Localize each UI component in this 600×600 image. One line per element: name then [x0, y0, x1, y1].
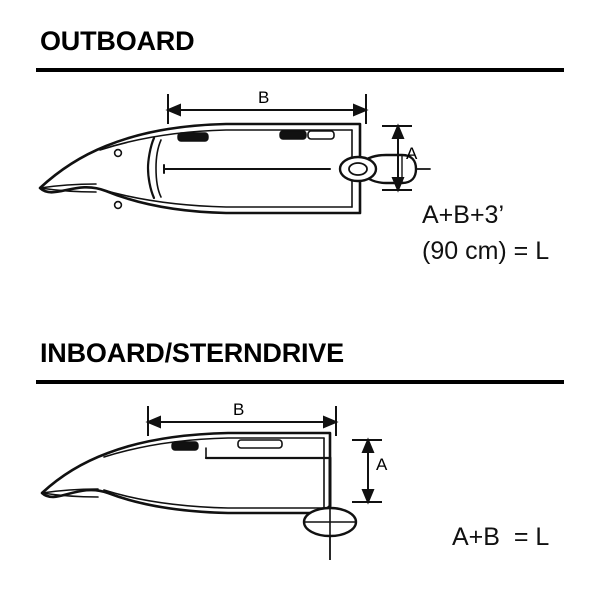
dimension-label-a-outboard: A	[406, 144, 418, 163]
dimension-b-outboard	[160, 90, 380, 124]
dimension-label-b-outboard: B	[258, 88, 270, 107]
formula-inboard-line1: A+B = L	[452, 523, 550, 551]
formula-outboard-line2: (90 cm) = L	[422, 237, 550, 265]
title-divider-outboard	[36, 68, 564, 72]
section-title-outboard: OUTBOARD	[40, 26, 195, 56]
section-inboard-sterndrive	[0, 300, 600, 600]
formula-outboard-line1: A+B+3’	[422, 201, 505, 229]
section-title-inboard: INBOARD/STERNDRIVE	[40, 338, 344, 368]
dimension-label-a-inboard: A	[376, 455, 388, 474]
dimension-b-inboard	[140, 402, 350, 436]
dimension-label-b-inboard: B	[233, 400, 245, 419]
title-divider-inboard	[36, 380, 564, 384]
